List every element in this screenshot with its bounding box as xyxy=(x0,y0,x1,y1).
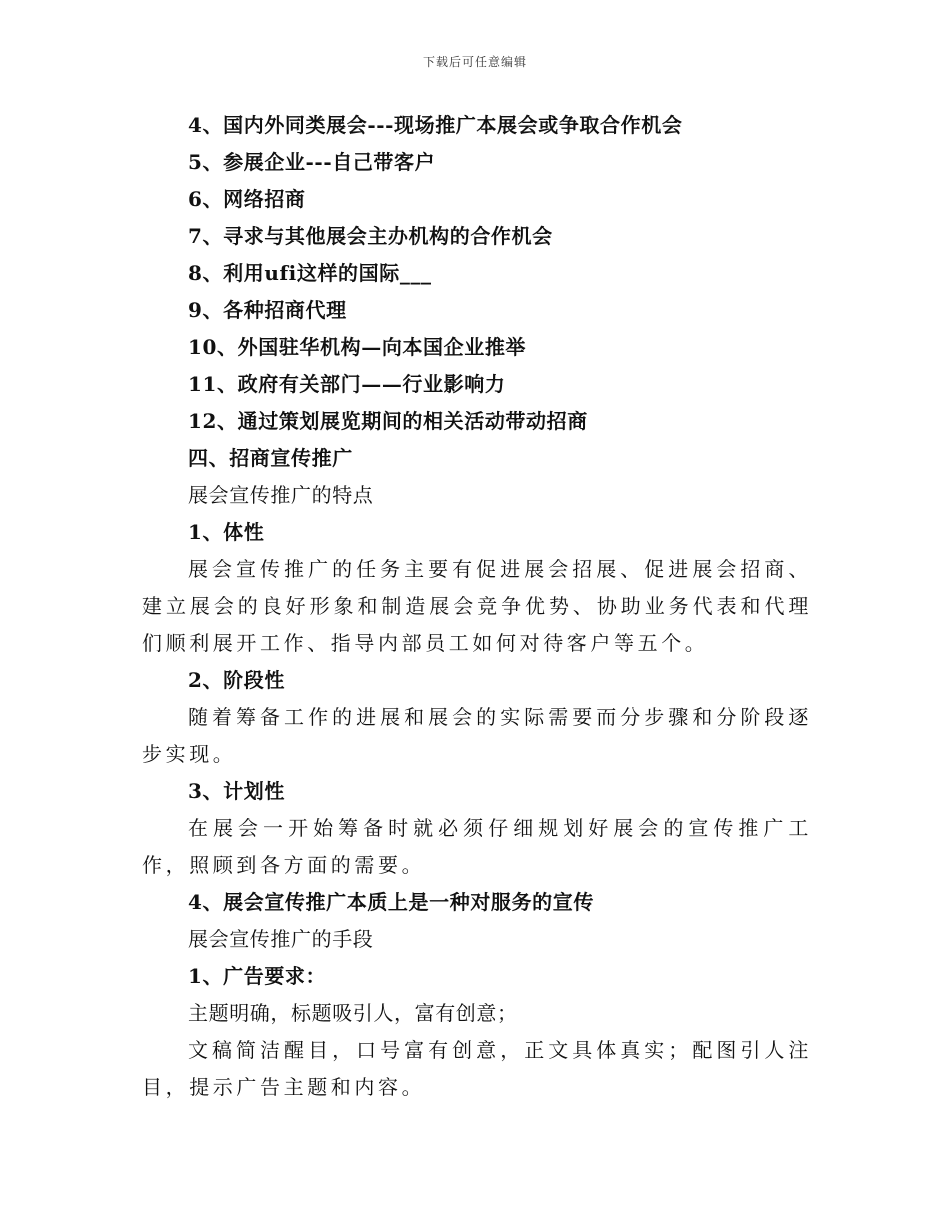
heading-line: 6、网络招商 xyxy=(188,187,306,211)
heading-line: 7、寻求与其他展会主办机构的合作机会 xyxy=(188,224,553,248)
heading-line: 1、广告要求： xyxy=(188,964,327,988)
heading-line: 4、国内外同类展会---现场推广本展会或争取合作机会 xyxy=(188,113,683,137)
heading-line: 10、外国驻华机构—向本国企业推举 xyxy=(188,335,527,359)
heading-line: 3、计划性 xyxy=(188,779,285,803)
heading-line: 四、招商宣传推广 xyxy=(188,446,353,470)
header-note: 下载后可任意编辑 xyxy=(422,55,527,69)
heading-line: 1、体性 xyxy=(188,520,265,544)
body-paragraph: 展会宣传推广的任务主要有促进展会招展、促进展会招商、建立展会的良好形象和制造展会竞争优势、协助业务代表和代理们顺利展开工作、指导内部员工如何对待客户等五个。 xyxy=(142,557,812,655)
text-line: 主题明确，标题吸引人，富有创意； xyxy=(188,1001,518,1025)
heading-line: 8、利用ufi这样的国际___ xyxy=(188,261,432,285)
text-line: 展会宣传推广的特点 xyxy=(188,483,374,507)
body-paragraph: 随着筹备工作的进展和展会的实际需要而分步骤和分阶段逐步实现。 xyxy=(142,705,812,766)
heading-line: 4、展会宣传推广本质上是一种对服务的宣传 xyxy=(188,890,594,914)
heading-line: 9、各种招商代理 xyxy=(188,298,347,322)
document-body xyxy=(142,107,812,1106)
body-paragraph: 文稿简洁醒目，口号富有创意，正文具体真实；配图引人注目，提示广告主题和内容。 xyxy=(142,1038,812,1099)
heading-line: 5、参展企业---自己带客户 xyxy=(188,150,436,174)
text-line: 展会宣传推广的手段 xyxy=(188,927,374,951)
heading-line: 12、通过策划展览期间的相关活动带动招商 xyxy=(188,409,588,433)
heading-line: 2、阶段性 xyxy=(188,668,285,692)
heading-line: 11、政府有关部门——行业影响力 xyxy=(188,372,506,396)
body-paragraph: 在展会一开始筹备时就必须仔细规划好展会的宣传推广工作，照顾到各方面的需要。 xyxy=(142,816,812,877)
